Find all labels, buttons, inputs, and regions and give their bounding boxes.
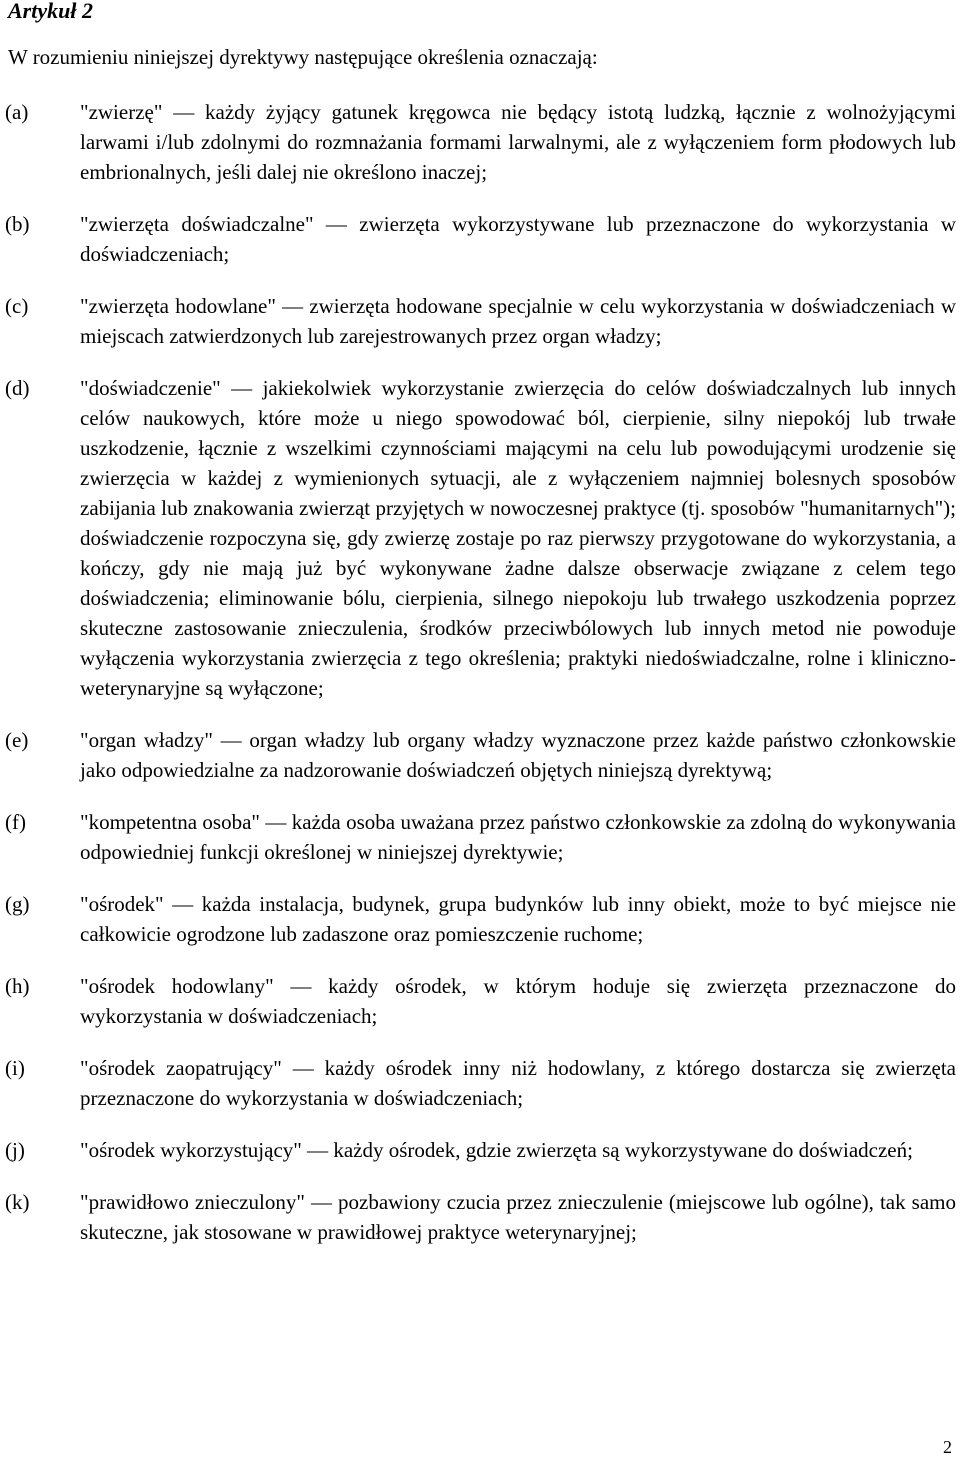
definition-text: "ośrodek wykorzystujący" — każdy ośrodek, gdzie zwierzęta są wykorzystywane do doświadczeń; [80,1138,913,1162]
definition-text: "ośrodek hodowlany" — każdy ośrodek, w którym hoduje się zwierzęta przeznaczone do wykorzystania w doświadczeniach; [80,974,956,1028]
definition-item [0,1053,960,1113]
definition-item [0,1187,960,1247]
definition-item [0,971,960,1031]
definition-item [0,725,960,785]
definition-label: (f) [5,810,26,834]
definition-item [0,291,960,351]
definition-label: (h) [5,974,30,998]
definition-text: "ośrodek zaopatrujący" — każdy ośrodek inny niż hodowlany, z którego dostarcza się zwierzęta przeznaczone do wykorzystania w doświadczeniach; [80,1056,956,1110]
definition-item [0,807,960,867]
definition-item [0,373,960,703]
definition-text: "zwierzęta doświadczalne" — zwierzęta wykorzystywane lub przeznaczone do wykorzystania w doświadczeniach; [80,212,956,266]
definition-label: (d) [5,376,30,400]
article-title: Artykuł 2 [8,0,93,23]
definition-text: "zwierzęta hodowlane" — zwierzęta hodowane specjalnie w celu wykorzystania w doświadczeniach w miejscach zatwierdzonych lub zarejestrowanych przez organ władzy; [80,294,956,348]
definition-label: (k) [5,1190,30,1214]
definition-item [0,1135,960,1165]
definition-text: "kompetentna osoba" — każda osoba uważana przez państwo członkowskie za zdolną do wykonywania odpowiedniej funkcji określonej w niniejszej dyrektywie; [80,810,956,864]
definition-text: "prawidłowo znieczulony" — pozbawiony czucia przez znieczulenie (miejscowe lub ogólne), tak samo skuteczne, jak stosowane w prawidłowej praktyce weterynaryjnej; [80,1190,956,1244]
definition-label: (a) [5,100,29,124]
definition-item [0,97,960,187]
definition-label: (i) [5,1056,25,1080]
definition-label: (g) [5,892,30,916]
definition-text: "ośrodek" — każda instalacja, budynek, grupa budynków lub inny obiekt, może to być miejsce nie całkowicie ogrodzone lub zadaszone oraz pomieszczenie ruchome; [80,892,956,946]
definition-item [0,209,960,269]
definition-text: "zwierzę" — każdy żyjący gatunek kręgowca nie będący istotą ludzką, łącznie z wolnożyjącymi larwami i/lub zdolnymi do rozmnażania formami larwalnymi, ale z wyłączeniem form płodowych lub embrionalnych, jeśli dalej nie określono inaczej; [80,100,956,184]
definition-label: (e) [5,728,29,752]
definition-label: (c) [5,294,29,318]
intro-paragraph: W rozumieniu niniejszej dyrektywy następujące określenia oznaczają: [8,45,598,69]
definition-text: "doświadczenie" — jakiekolwiek wykorzystanie zwierzęcia do celów doświadczalnych lub innych celów naukowych, które może u niego spowodować ból, cierpienie, silny niepokój lub trwałe uszkodzenie, łącznie z wszelkimi czynnościami mającymi na celu lub powodującymi urodzenie się zwierzęcia w każdej z wymienionych sytuacji, ale z wyłączeniem najmniej bolesnych sposobów zabijania lub znakowania zwierząt przyjętych w nowoczesnej praktyce (tj. sposobów "humanitarnych"); doświadczenie rozpoczyna się, gdy zwierzę zostaje po raz pierwszy przygotowane do wykorzystania, a kończy, gdy nie mają już być wykonywane żadne dalsze obserwacje związane z celem tego doświadczenia; eliminowanie bólu, cierpienia, silnego niepokoju lub trwałego uszkodzenia poprzez skuteczne zastosowanie znieczulenia, środków przeciwbólowych lub innych metod nie powoduje wyłączenia wykorzystania zwierzęcia z tego określenia; praktyki niedoświadczalne, rolne i kliniczno-weterynaryjne są wyłączone; [80,376,956,700]
definition-text: "organ władzy" — organ władzy lub organy władzy wyznaczone przez każde państwo członkowskie jako odpowiedzialne za nadzorowanie doświadczeń objętych niniejszą dyrektywą; [80,728,956,782]
definitions-list [0,97,960,1247]
definition-label: (j) [5,1138,25,1162]
page-number: 2 [943,1437,952,1457]
definition-label: (b) [5,212,30,236]
definition-item [0,889,960,949]
